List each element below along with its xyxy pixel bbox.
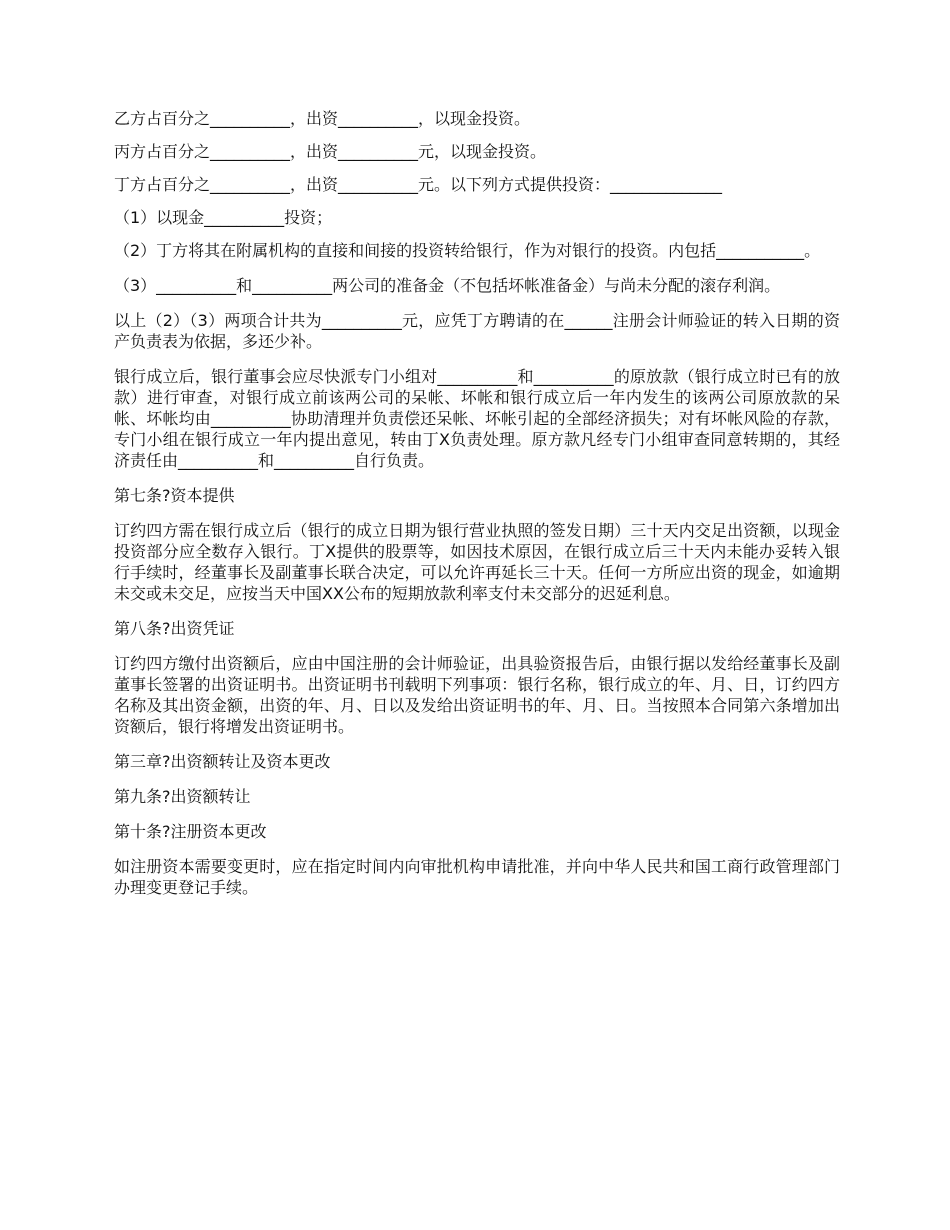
paragraph-total-amount: 以上（2）（3）两项合计共为__________元，应凭丁方聘请的在______注册会计师验证的转入日期的资产负责表为依据，多还少补。 (114, 311, 840, 351)
heading-article-10: 第十条?注册资本更改 (114, 822, 267, 841)
paragraph-article-7-body: 订约四方需在银行成立后（银行的成立日期为银行营业执照的签发日期）三十天内交足出资额，以现金投资部分应全数存入银行。丁X提供的股票等，如因技术原因，在银行成立后三十天内未能办妥转入银行手续时，经董事长及副董事长联合决定，可以允许再延长三十天。任何一方所应出资的现金，如逾期未交或未交足，应按当天中国XX公布的短期放款利率支付未交部分的迟延利息。 (114, 521, 840, 603)
paragraph-item-3-reserves: （3）__________和__________两公司的准备金（不包括坏帐准备金）与尚未分配的滚存利润。 (114, 276, 781, 295)
heading-article-8: 第八条?出资凭证 (114, 619, 235, 638)
paragraph-party-b-share: 乙方占百分之__________，出资__________，以现金投资。 (114, 109, 531, 128)
heading-article-9: 第九条?出资额转让 (114, 787, 251, 806)
paragraph-loan-review: 银行成立后，银行董事会应尽快派专门小组对__________和__________的原放款（银行成立时已有的放款）进行审查，对银行成立前该两公司的呆帐、坏帐和银行成立后一年内发生的该两公司原放款的呆帐、坏帐均由__________协助清理并负责偿还呆帐、坏帐引起的全部经济损失；对有坏帐风险的存款，专门小组在银行成立一年内提出意见，转由丁X负责处理。原方款凡经专门小组审查同意转期的，其经济责任由__________和__________自行负责。 (114, 367, 840, 470)
paragraph-item-2-transfer: （2）丁方将其在附属机构的直接和间接的投资转给银行，作为对银行的投资。内包括___________。 (114, 241, 821, 260)
heading-article-7: 第七条?资本提供 (114, 486, 235, 505)
paragraph-article-8-body: 订约四方缴付出资额后，应由中国注册的会计师验证，出具验资报告后，由银行据以发给经董事长及副董事长签署的出资证明书。出资证明书刊载明下列事项：银行名称，银行成立的年、月、日，订约四方名称及其出资金额，出资的年、月、日以及发给出资证明书的年、月、日。当按照本合同第六条增加出资额后，银行将增发出资证明书。 (114, 654, 840, 736)
heading-chapter-3: 第三章?出资额转让及资本更改 (114, 752, 331, 771)
paragraph-item-1-cash: （1）以现金__________投资； (114, 208, 333, 227)
document-body (114, 108, 840, 910)
paragraph-party-d-share: 丁方占百分之__________，出资__________元。以下列方式提供投资：______________ (114, 175, 723, 194)
paragraph-party-c-share: 丙方占百分之__________，出资__________元，以现金投资。 (114, 142, 547, 161)
paragraph-article-10-body: 如注册资本需要变更时，应在指定时间内向审批机构申请批准，并向中华人民共和国工商行政管理部门办理变更登记手续。 (114, 857, 840, 897)
